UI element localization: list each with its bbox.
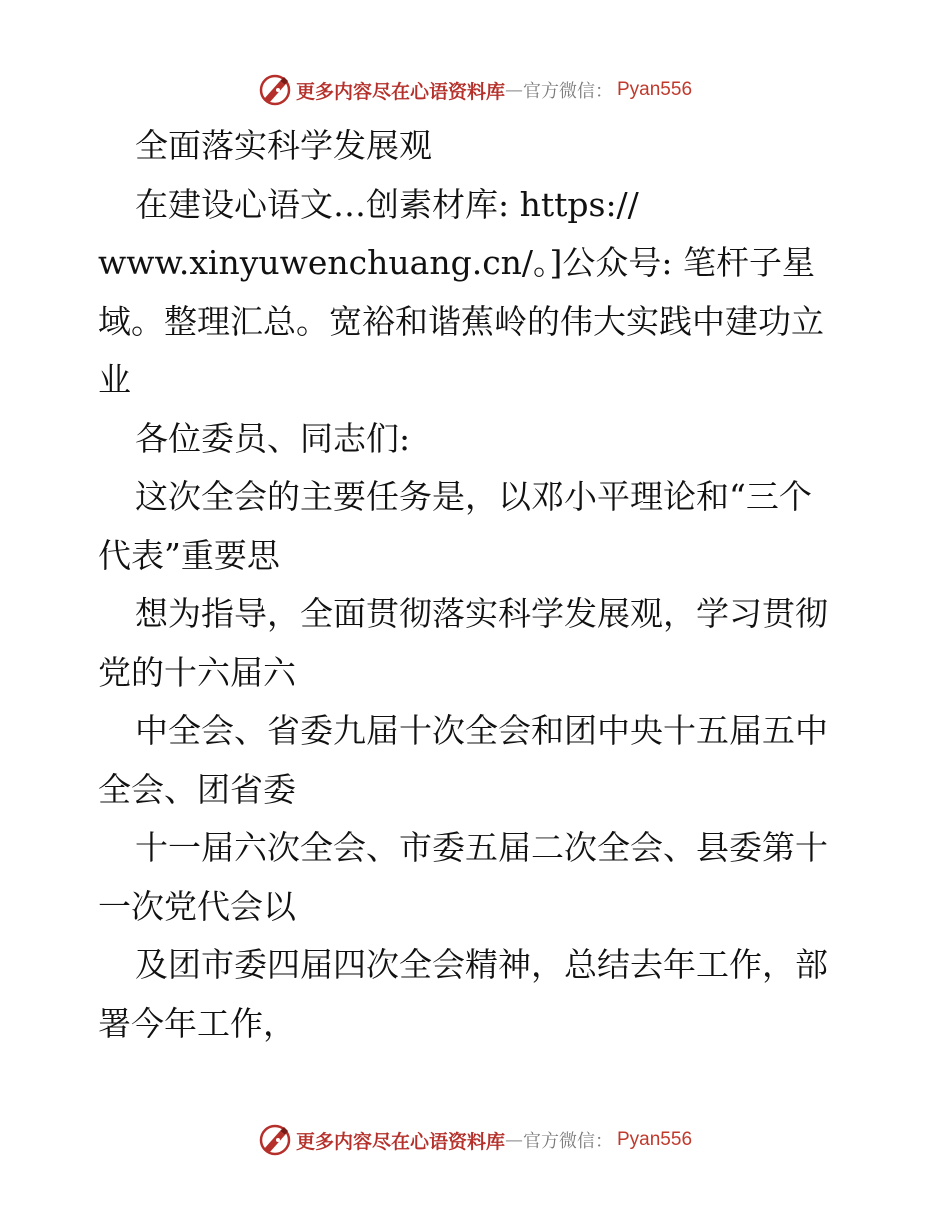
body-line: 各位委员、同志们:	[135, 418, 411, 458]
body-line: 域。整理汇总。宽裕和谐蕉岭的伟大实践中建功立	[98, 301, 824, 341]
body-line: www.xinyuwenchuang.cn/。]公众号: 笔杆子星	[98, 243, 816, 282]
body-line: 业	[98, 360, 131, 399]
header-wechat-label: 官方微信：	[523, 81, 613, 102]
body-line: 全会、团省委	[98, 769, 296, 809]
body-line: 及团市委四届四次全会精神，总结去年工作，部	[135, 945, 828, 984]
header-brand-text: 更多内容尽在心语资料库	[295, 80, 505, 103]
header-watermark	[0, 70, 950, 110]
header-separator: —	[505, 79, 523, 101]
footer-wechat-label: 官方微信：	[523, 1131, 613, 1152]
pen-logo-icon	[258, 1123, 292, 1157]
body-line: 代表”重要思	[98, 535, 280, 575]
footer-separator: —	[505, 1129, 523, 1151]
body-line: 想为指导，全面贯彻落实科学发展观，学习贯彻	[135, 594, 828, 633]
footer-brand-text: 更多内容尽在心语资料库	[295, 1130, 505, 1153]
document-body	[98, 117, 858, 1053]
body-line: 在建设心语文…创素材库: https://	[135, 184, 639, 224]
body-line: 这次全会的主要任务是，以邓小平理论和“三个	[135, 477, 812, 516]
pen-logo-icon	[258, 73, 292, 107]
footer-watermark	[0, 1120, 950, 1160]
body-line: 十一届六次全会、市委五届二次全会、县委第十	[135, 828, 828, 867]
body-line: 全面落实科学发展观	[135, 126, 432, 165]
body-line: 党的十六届六	[98, 652, 296, 692]
header-wechat-id: Pyan556	[617, 79, 693, 100]
body-line: 中全会、省委九届十次全会和团中央十五届五中	[135, 711, 828, 750]
body-line: 署今年工作，	[98, 1003, 296, 1043]
body-line: 一次党代会以	[98, 886, 296, 926]
footer-wechat-id: Pyan556	[617, 1129, 693, 1150]
